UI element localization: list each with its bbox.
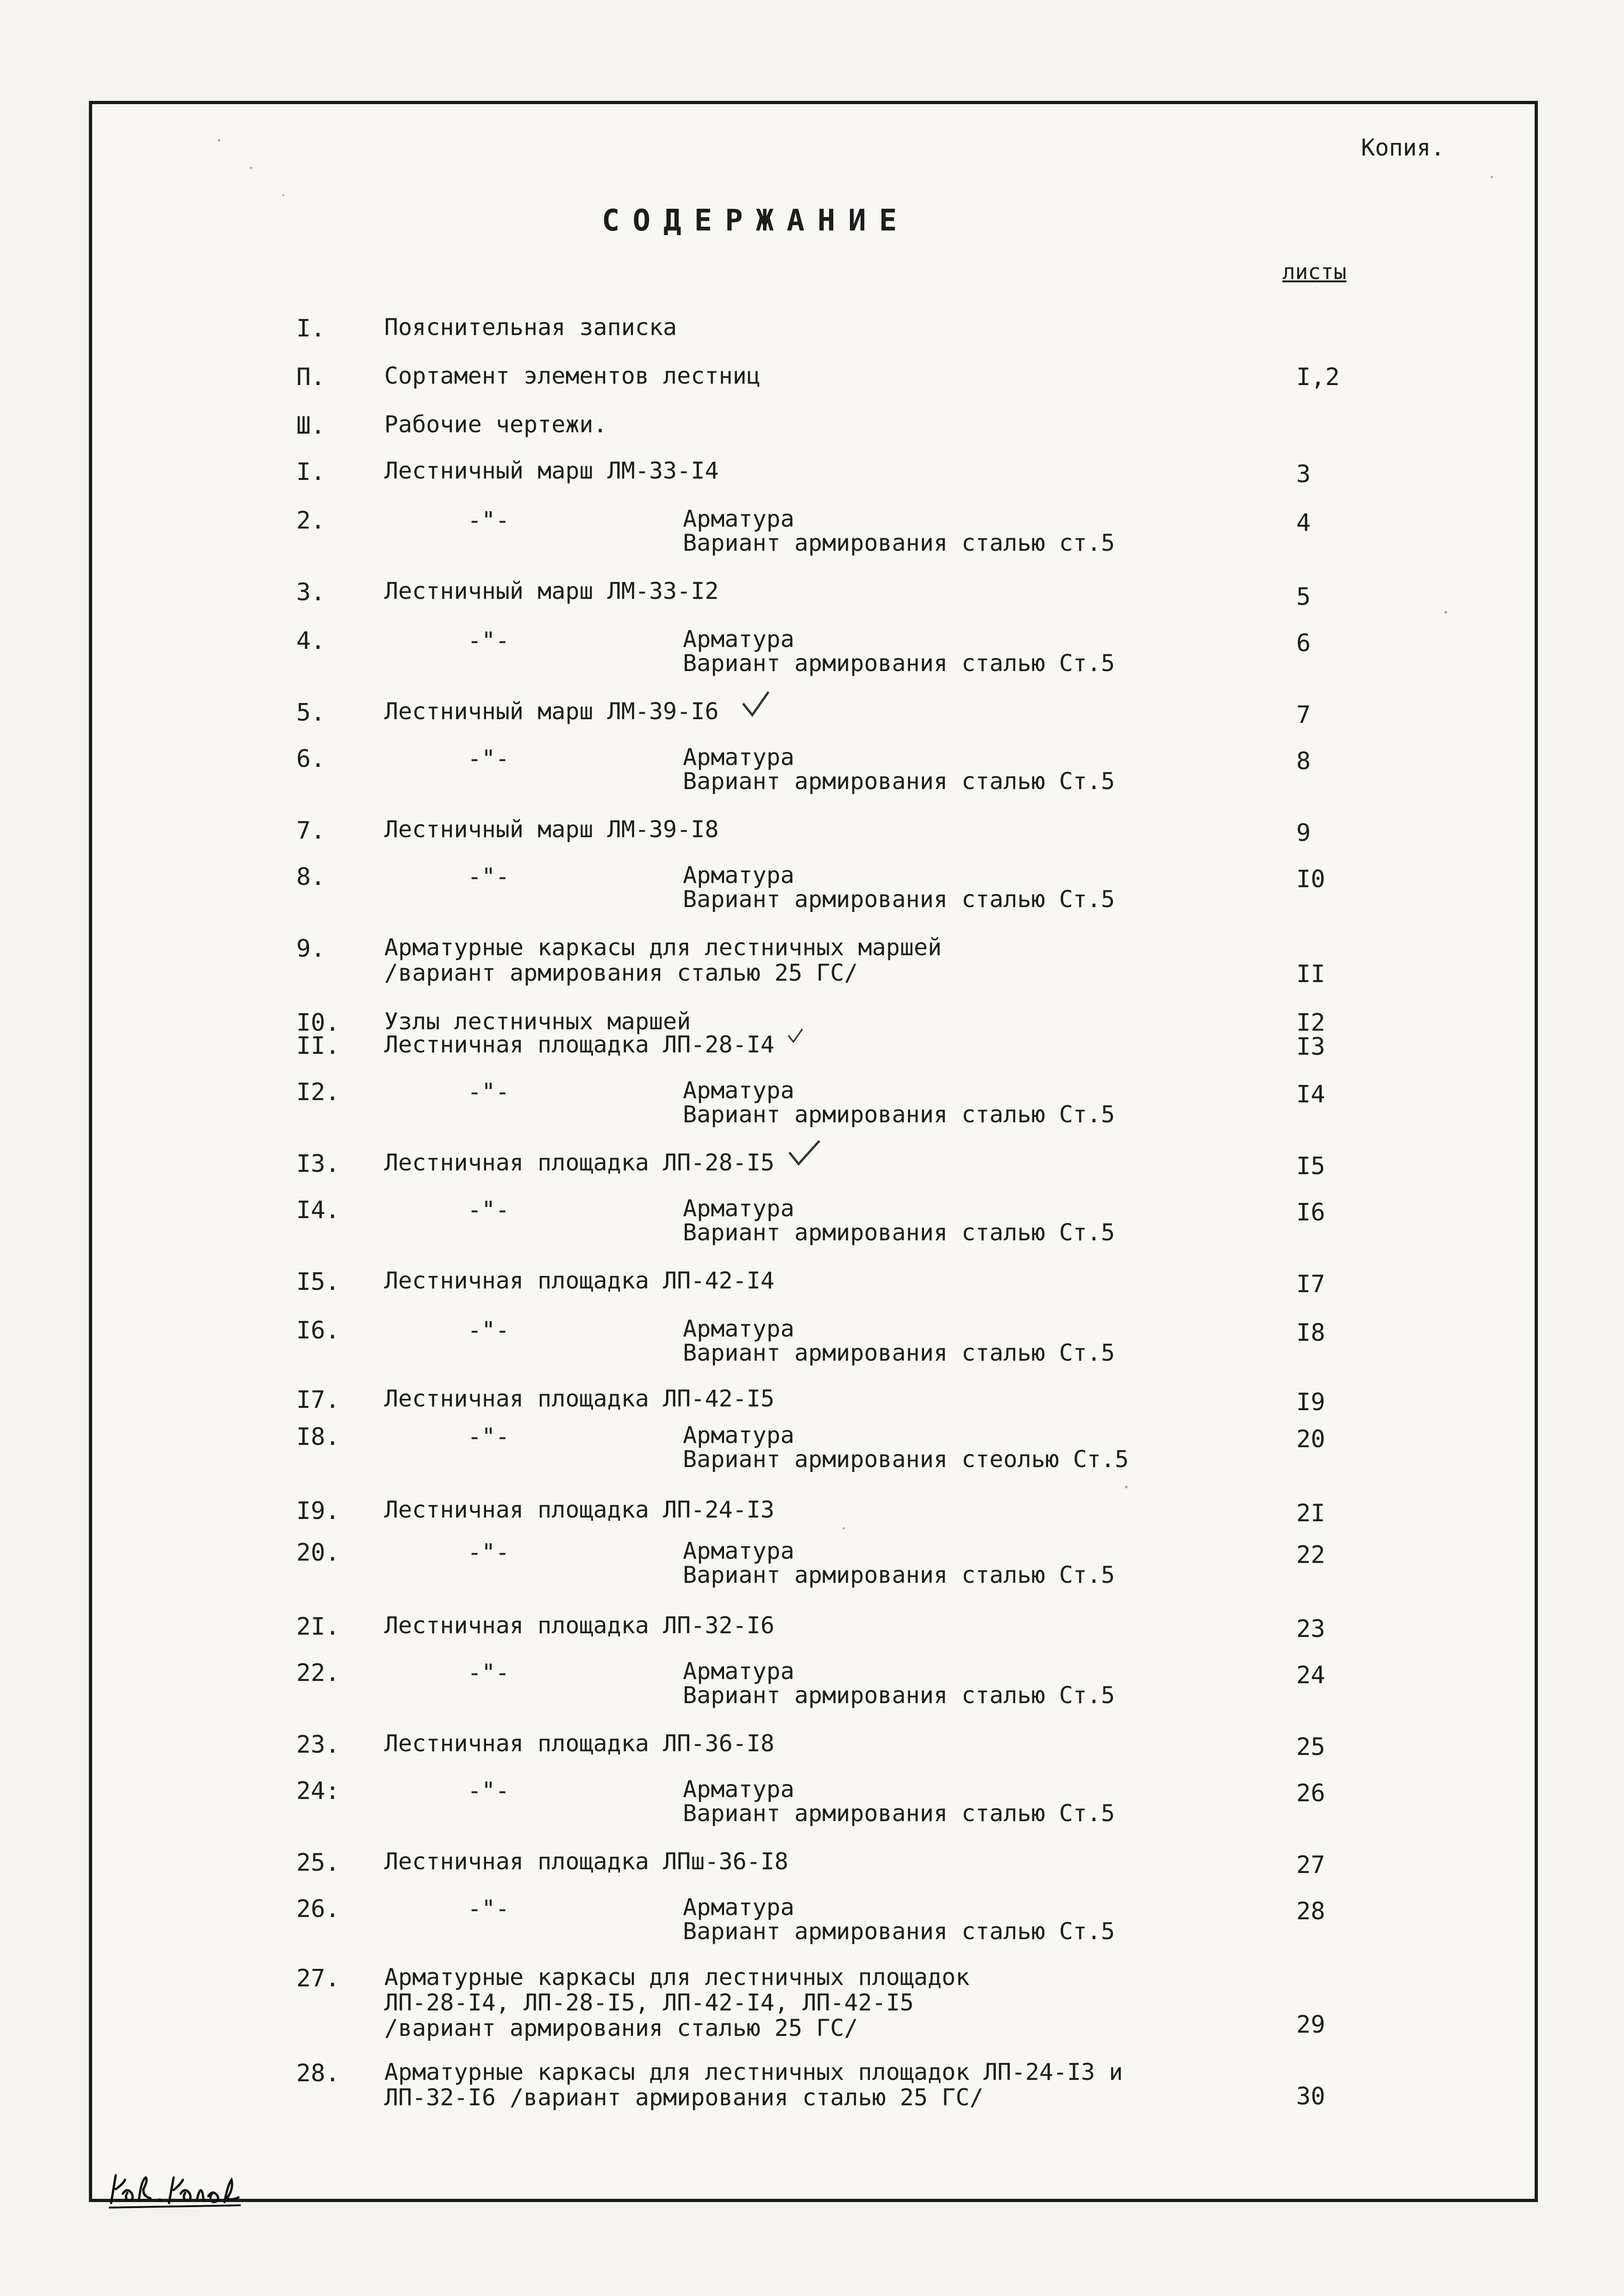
item-sheets: 9 bbox=[1296, 819, 1311, 847]
item-number: I0. bbox=[296, 1009, 340, 1037]
scan-speck bbox=[1444, 611, 1447, 614]
scan-speck bbox=[843, 1527, 845, 1530]
item-name: Лестничный марш ЛМ-39-I6 bbox=[384, 698, 719, 725]
item-sheets: 22 bbox=[1296, 1541, 1325, 1569]
item-name: Лестничная площадка ЛП-32-I6 bbox=[384, 1612, 775, 1639]
item-name: Арматурные каркасы для лестничных площадок ЛП-24-I3 и ЛП-32-I6 /вариант армирования сталью 25 ГС/ bbox=[384, 2059, 1123, 2111]
item-number: I9. bbox=[296, 1497, 340, 1525]
item-number: 28. bbox=[296, 2060, 340, 2087]
item-detail: Арматура Вариант армирования сталью Ст.5 bbox=[683, 1077, 1115, 1128]
item-sheets: I0 bbox=[1296, 865, 1325, 893]
scan-speck bbox=[1491, 176, 1493, 178]
item-sheets: 7 bbox=[1296, 701, 1311, 729]
item-number: 26. bbox=[296, 1895, 340, 1923]
ditto-mark: -"- bbox=[468, 863, 510, 890]
section-number: Ш. bbox=[296, 412, 325, 440]
item-sheets: II bbox=[1296, 960, 1325, 988]
section-name: Пояснительная записка bbox=[384, 314, 677, 341]
item-name: Лестничная площадка ЛП-28-I4 bbox=[384, 1031, 775, 1058]
item-detail: Арматура Вариант армирования сталью Ст.5 bbox=[683, 1315, 1115, 1366]
item-detail: Арматура Вариант армирования сталью Ст.5 bbox=[683, 626, 1115, 677]
section-number: I. bbox=[296, 315, 325, 342]
item-sheets: 25 bbox=[1296, 1733, 1325, 1761]
item-name: Арматурные каркасы для лестничных площадок ЛП-28-I4, ЛП-28-I5, ЛП-42-I4, ЛП-42-I5 /вариант армирования сталью 25 ГС/ bbox=[384, 1964, 970, 2041]
item-sheets: 23 bbox=[1296, 1615, 1325, 1643]
item-number: 25. bbox=[296, 1849, 340, 1877]
ditto-mark: -"- bbox=[468, 1078, 510, 1105]
item-number: I6. bbox=[296, 1317, 340, 1344]
check-mark-icon bbox=[787, 1027, 810, 1046]
item-detail: Арматура Вариант армирования сталью Ст.5 bbox=[683, 862, 1115, 913]
copy-mark: Копия. bbox=[1361, 134, 1445, 161]
item-sheets: 6 bbox=[1296, 629, 1311, 657]
item-number: 2. bbox=[296, 507, 325, 535]
section-name: Сортамент элементов лестниц bbox=[384, 362, 761, 389]
scan-speck bbox=[282, 194, 284, 196]
item-name: Арматурные каркасы для лестничных маршей /вариант армирования сталью 25 ГС/ bbox=[384, 934, 942, 986]
item-sheets: 29 bbox=[1296, 2011, 1325, 2039]
section-sheets: I,2 bbox=[1296, 363, 1340, 391]
item-number: I8. bbox=[296, 1423, 340, 1451]
item-name: Лестничная площадка ЛП-36-I8 bbox=[384, 1730, 775, 1757]
item-number: 8. bbox=[296, 863, 325, 891]
item-number: 7. bbox=[296, 817, 325, 845]
ditto-mark: -"- bbox=[468, 1895, 510, 1922]
item-number: I4. bbox=[296, 1196, 340, 1224]
item-name: Лестничная площадка ЛП-42-I4 bbox=[384, 1267, 775, 1294]
item-detail: Арматура Вариант армирования сталью Ст.5 bbox=[683, 1537, 1115, 1588]
item-sheets: I2 bbox=[1296, 1009, 1325, 1037]
item-number: I3. bbox=[296, 1150, 340, 1178]
item-name: Лестничный марш ЛМ-39-I8 bbox=[384, 816, 719, 843]
check-mark-icon bbox=[787, 1139, 829, 1171]
item-sheets: I8 bbox=[1296, 1319, 1325, 1347]
item-number: 23. bbox=[296, 1731, 340, 1759]
item-sheets: I7 bbox=[1296, 1270, 1325, 1298]
item-name: Лестничная площадка ЛП-42-I5 bbox=[384, 1385, 775, 1412]
ditto-mark: -"- bbox=[468, 627, 510, 654]
item-sheets: 28 bbox=[1296, 1898, 1325, 1925]
item-sheets: I3 bbox=[1296, 1033, 1325, 1061]
ditto-mark: -"- bbox=[468, 1423, 510, 1450]
item-detail: Арматура Вариант армирования сталью Ст.5 bbox=[683, 1658, 1115, 1709]
item-sheets: 5 bbox=[1296, 583, 1311, 611]
item-sheets: 30 bbox=[1296, 2083, 1325, 2110]
item-sheets: 26 bbox=[1296, 1780, 1325, 1807]
item-number: 22. bbox=[296, 1659, 340, 1687]
scan-speck bbox=[1125, 1486, 1128, 1488]
item-detail: Арматура Вариант армирования стеолью Ст.5 bbox=[683, 1422, 1129, 1473]
item-sheets: 4 bbox=[1296, 509, 1311, 537]
handwritten-signature bbox=[106, 2161, 245, 2212]
item-number: II. bbox=[296, 1032, 340, 1060]
item-sheets: 2I bbox=[1296, 1500, 1325, 1527]
section-name: Рабочие чертежи. bbox=[384, 411, 607, 438]
item-sheets: 3 bbox=[1296, 460, 1311, 488]
item-detail: Арматура Вариант армирования сталью Ст.5 bbox=[683, 1195, 1115, 1246]
section-number: П. bbox=[296, 363, 325, 391]
item-sheets: I4 bbox=[1296, 1081, 1325, 1108]
item-number: I2. bbox=[296, 1078, 340, 1106]
item-name: Лестничная площадка ЛП-24-I3 bbox=[384, 1496, 775, 1523]
item-number: 27. bbox=[296, 1965, 340, 1992]
ditto-mark: -"- bbox=[468, 1659, 510, 1686]
item-number: 20. bbox=[296, 1539, 340, 1567]
item-sheets: 27 bbox=[1296, 1851, 1325, 1879]
item-detail: Арматура Вариант армирования сталью Ст.5 bbox=[683, 744, 1115, 795]
ditto-mark: -"- bbox=[468, 1539, 510, 1566]
item-sheets: 20 bbox=[1296, 1425, 1325, 1453]
check-mark-icon bbox=[741, 690, 782, 722]
sheets-column-header: листы bbox=[1282, 259, 1347, 284]
item-name: Лестничный марш ЛМ-33-I2 bbox=[384, 578, 719, 604]
item-detail: Арматура Вариант армирования сталью Ст.5 bbox=[683, 1894, 1115, 1945]
ditto-mark: -"- bbox=[468, 745, 510, 772]
item-sheets: I6 bbox=[1296, 1199, 1325, 1226]
item-number: 3. bbox=[296, 579, 325, 606]
item-sheets: I9 bbox=[1296, 1388, 1325, 1416]
ditto-mark: -"- bbox=[468, 507, 510, 534]
item-sheets: 8 bbox=[1296, 747, 1311, 775]
item-name: Лестничная площадка ЛП-28-I5 bbox=[384, 1149, 775, 1176]
item-number: 24: bbox=[296, 1777, 340, 1805]
item-number: I5. bbox=[296, 1268, 340, 1296]
item-number: 5. bbox=[296, 699, 325, 727]
item-number: 6. bbox=[296, 745, 325, 773]
ditto-mark: -"- bbox=[468, 1196, 510, 1223]
page-title: СОДЕРЖАНИЕ bbox=[602, 204, 910, 238]
item-sheets: I5 bbox=[1296, 1152, 1325, 1180]
item-detail: Арматура Вариант армирования сталью Ст.5 bbox=[683, 1776, 1115, 1827]
item-name: Лестничный марш ЛМ-33-I4 bbox=[384, 457, 719, 484]
ditto-mark: -"- bbox=[468, 1317, 510, 1344]
scan-speck bbox=[250, 167, 252, 169]
scan-speck bbox=[218, 139, 220, 142]
item-number: I. bbox=[296, 458, 325, 486]
item-name: Лестничная площадка ЛПш-36-I8 bbox=[384, 1848, 788, 1875]
item-sheets: 24 bbox=[1296, 1661, 1325, 1689]
item-detail: Арматура Вариант армирования сталью ст.5 bbox=[683, 505, 1115, 556]
item-number: 4. bbox=[296, 627, 325, 655]
item-name: Узлы лестничных маршей bbox=[384, 1008, 691, 1035]
item-number: 9. bbox=[296, 935, 325, 963]
ditto-mark: -"- bbox=[468, 1777, 510, 1804]
item-number: 2I. bbox=[296, 1613, 340, 1641]
item-number: I7. bbox=[296, 1386, 340, 1414]
